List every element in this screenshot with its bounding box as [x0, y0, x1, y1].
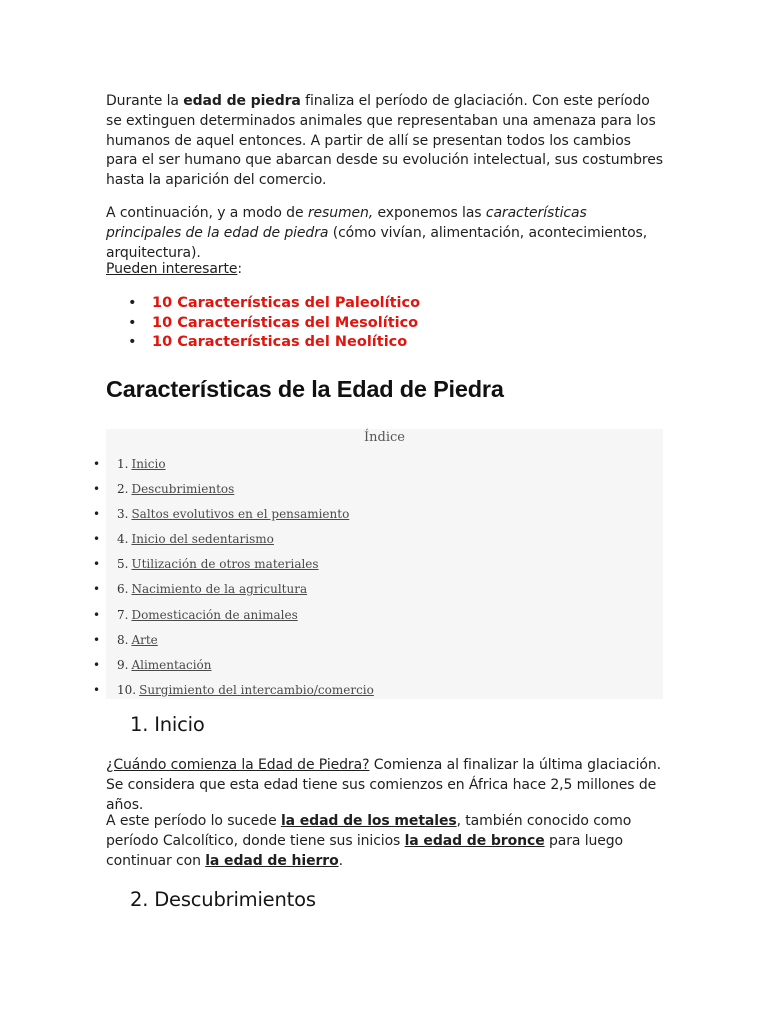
toc-item	[93, 455, 374, 480]
toc-item	[93, 480, 374, 505]
metales-text-end: .	[338, 852, 343, 869]
summary-italic-caracteristicas: características principales de la edad de piedra	[106, 205, 587, 241]
toc-item-number: 4.	[117, 532, 129, 547]
interest-link[interactable]: Pueden interesarte	[106, 261, 238, 277]
intro-paragraph	[106, 92, 666, 191]
intro-text-after: finaliza el período de glaciación. Con este período se extinguen determinados animales que representaban una amenaza para los humanos de aquel entonces. A partir de allí se presentan todos los cambios para el ser humano que abarcan desde su evolución intelectual, sus costumbres hasta la aparición del comercio.	[106, 93, 663, 189]
toc-item	[93, 505, 374, 530]
interest-line	[106, 260, 666, 280]
summary-text-after: (cómo vivían, alimentación, acontecimientos, arquitectura).	[106, 224, 648, 261]
toc-link-comercio[interactable]: Surgimiento del intercambio/comercio	[139, 682, 374, 697]
related-link-paleolitico[interactable]: • 10 Características del Paleolítico	[128, 294, 420, 314]
toc-link-alimentacion[interactable]: Alimentación	[131, 657, 212, 672]
summary-italic-resumen: resumen,	[307, 205, 374, 221]
toc-link-saltos-evolutivos[interactable]: Saltos evolutivos en el pensamiento	[131, 507, 350, 522]
intro-bold-term: edad de piedra	[183, 93, 301, 109]
metales-paragraph	[106, 812, 666, 871]
related-link-neolitico[interactable]: • 10 Características del Neolítico	[128, 333, 420, 353]
metales-text-before: A este período lo sucede	[106, 813, 281, 829]
toc-item	[93, 555, 374, 580]
toc-link-descubrimientos[interactable]: Descubrimientos	[131, 482, 235, 497]
edad-hierro-link[interactable]: la edad de hierro	[205, 852, 339, 869]
toc-title: Índice	[364, 430, 405, 445]
related-links-list	[128, 294, 420, 353]
interest-colon: :	[237, 261, 242, 277]
toc-item-number: 8.	[117, 632, 129, 647]
summary-text-before: A continuación, y a modo de	[106, 205, 308, 221]
section-heading-descubrimientos: 2. Descubrimientos	[130, 888, 316, 911]
inicio-paragraph	[106, 756, 666, 815]
inicio-text: Comienza al finalizar la última glaciación. Se considera que esta edad tiene sus comienzos en África hace 2,5 millones de años.	[106, 757, 662, 813]
toc-item	[93, 606, 374, 631]
toc-link-agricultura[interactable]: Nacimiento de la agricultura	[131, 582, 308, 597]
edad-bronce-link[interactable]: la edad de bronce	[404, 832, 545, 849]
toc-link-materiales[interactable]: Utilización de otros materiales	[131, 557, 319, 572]
summary-paragraph	[106, 204, 666, 263]
toc-list	[93, 455, 374, 706]
toc-link-sedentarismo[interactable]: Inicio del sedentarismo	[131, 532, 274, 547]
metales-text-mid2: para luego continuar con	[106, 832, 624, 869]
toc-link-domesticacion[interactable]: Domesticación de animales	[131, 607, 298, 622]
toc-item-number: 6.	[117, 582, 129, 597]
toc-item-number: 7.	[117, 607, 129, 622]
toc-item	[93, 681, 374, 706]
toc-item-number: 10.	[117, 682, 137, 697]
edad-metales-link[interactable]: la edad de los metales	[280, 813, 457, 829]
toc-item	[93, 656, 374, 681]
cuando-comienza-link[interactable]: ¿Cuándo comienza la Edad de Piedra?	[106, 757, 370, 773]
toc-link-inicio[interactable]: Inicio	[131, 457, 166, 471]
toc-link-arte[interactable]: Arte	[131, 632, 158, 647]
toc-item-number: 9.	[117, 657, 129, 672]
toc-item-number: 5.	[117, 557, 129, 572]
toc-item	[93, 580, 374, 605]
related-link-mesolitico[interactable]: • 10 Características del Mesolítico	[128, 314, 420, 334]
summary-text-mid: exponemos las	[373, 205, 486, 221]
metales-text-mid1: , también conocido como período Calcolítico, donde tiene sus inicios	[106, 813, 632, 849]
toc-item-number: 1.	[117, 457, 129, 471]
toc-item-number: 3.	[117, 507, 129, 522]
toc-item	[93, 530, 374, 555]
page-title: Características de la Edad de Piedra	[106, 376, 504, 402]
toc-item-number: 2.	[117, 482, 129, 497]
intro-text-before: Durante la	[106, 93, 184, 109]
toc-item	[93, 631, 374, 656]
section-heading-inicio: 1. Inicio	[130, 713, 205, 736]
